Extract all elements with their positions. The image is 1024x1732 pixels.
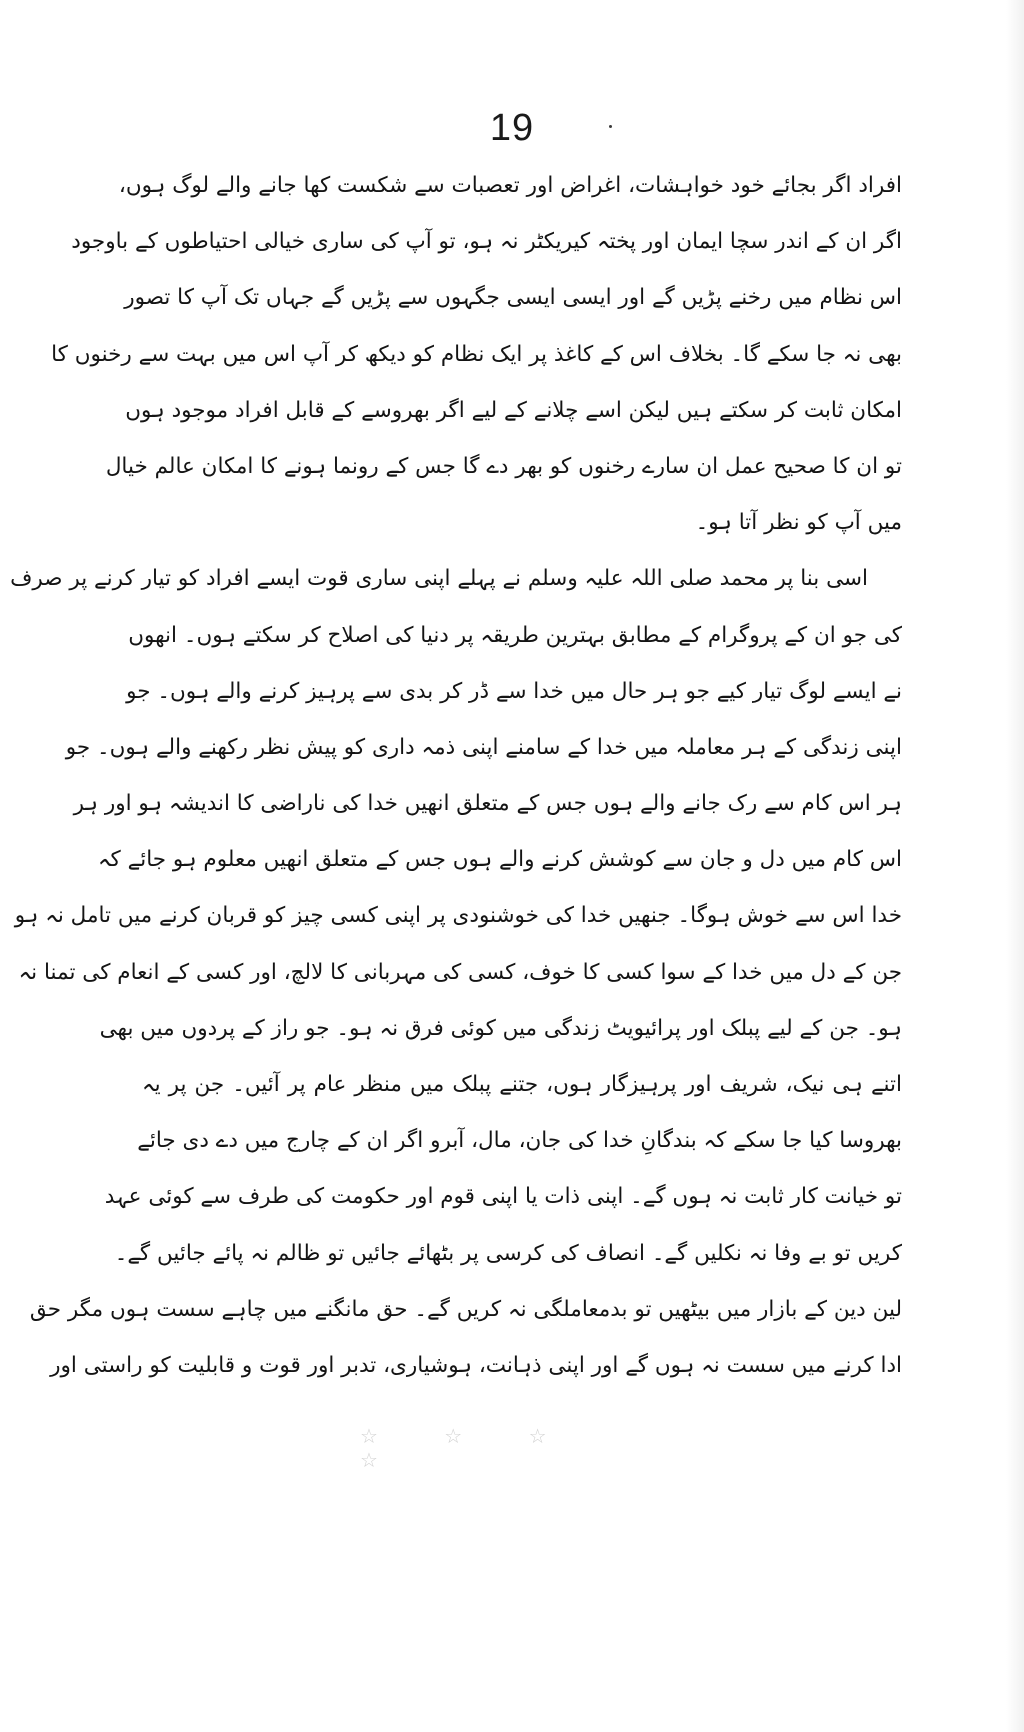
text-line: امکان ثابت کر سکتے ہیں لیکن اسے چلانے کے لیے اگر بھروسے کے قابل افراد موجود ہوں xyxy=(125,397,902,423)
scan-speck xyxy=(609,125,612,128)
paragraph-1 xyxy=(51,158,902,551)
text-line: اس کام میں دل و جان سے کوشش کرنے والے ہوں جس کے متعلق انھیں معلوم ہو جائے کہ xyxy=(97,847,902,873)
scan-edge-shadow xyxy=(1006,0,1024,1732)
text-line: لین دین کے بازار میں بیٹھیں تو بدمعاملگی نہ کریں گے۔ حق مانگنے میں چاہے سست ہوں مگر حق xyxy=(29,1296,902,1322)
text-line: جن کے دل میں خدا کے سوا کسی کا خوف، کسی کی مہربانی کا لالچ، اور کسی کے انعام کی تمنا نہ xyxy=(18,959,902,985)
text-line: میں آپ کو نظر آتا ہو۔ xyxy=(695,510,902,536)
text-line: افراد اگر بجائے خود خواہشات، اغراض اور تعصبات سے شکست کھا جانے والے لوگ ہوں، xyxy=(118,173,902,198)
text-line: اتنے ہی نیک، شریف اور پرہیزگار ہوں، جتنے پبلک میں منظر عام پر آئیں۔ جن پر یہ xyxy=(142,1072,902,1097)
page-text xyxy=(10,158,902,1394)
text-line: ادا کرنے میں سست نہ ہوں گے اور اپنی ذہانت، ہوشیاری، تدبر اور قوت و قابلیت کو راستی اور xyxy=(50,1352,902,1378)
text-line: خدا اس سے خوش ہوگا۔ جنھیں خدا کی خوشنودی پر اپنی کسی چیز کو قربان کرنے میں تامل نہ ہو xyxy=(14,903,902,929)
paragraph-2 xyxy=(10,551,902,1394)
text-line: نے ایسے لوگ تیار کیے جو ہر حال میں خدا سے ڈر کر بدی سے پرہیز کرنے والے ہوں۔ جو xyxy=(126,678,902,704)
text-line: بھی نہ جا سکے گا۔ بخلاف اس کے کاغذ پر ایک نظام کو دیکھ کر آپ اس میں بہت سے رخنوں کا xyxy=(51,341,902,367)
text-line: کی جو ان کے پروگرام کے مطابق بہترین طریقہ پر دنیا کی اصلاح کر سکتے ہوں۔ انھوں xyxy=(128,622,902,648)
text-line: اس نظام میں رخنے پڑیں گے اور ایسی ایسی جگہوں سے پڑیں گے جہاں تک آپ کا تصور xyxy=(124,285,902,311)
bleed-through-stars-ornament: ☆ ☆ ☆ ☆ xyxy=(360,1424,577,1472)
text-line: اپنی زندگی کے ہر معاملہ میں خدا کے سامنے اپنی ذمہ داری کو پیش نظر رکھنے والے ہوں۔ جو xyxy=(65,734,902,760)
text-line: بھروسا کیا جا سکے کہ بندگانِ خدا کی جان، مال، آبرو اگر ان کے چارج میں دے دی جائے xyxy=(137,1128,902,1154)
text-line: اسی بنا پر محمد صلی اللہ علیہ وسلم نے پہلے اپنی ساری قوت ایسے افراد کو تیار کرنے پر صرف xyxy=(10,566,868,592)
text-line: کریں تو بے وفا نہ نکلیں گے۔ انصاف کی کرسی پر بٹھائے جائیں تو ظالم نہ پائے جائیں گے۔ xyxy=(114,1240,902,1266)
text-line: ہو۔ جن کے لیے پبلک اور پرائیویٹ زندگی میں کوئی فرق نہ ہو۔ جو راز کے پردوں میں بھی xyxy=(99,1015,902,1041)
page-number: 19 xyxy=(489,107,535,149)
text-line: تو ان کا صحیح عمل ان سارے رخنوں کو بھر دے گا جس کے رونما ہونے کا امکان عالم خیال xyxy=(105,453,902,479)
text-line: ہر اس کام سے رک جانے والے ہوں جس کے متعلق انھیں خدا کی ناراضی کا اندیشہ ہو اور ہر xyxy=(73,791,902,817)
text-line: اگر ان کے اندر سچا ایمان اور پختہ کیریکٹر نہ ہو، تو آپ کی ساری خیالی احتیاطوں کے باوجود xyxy=(71,229,902,255)
text-line: تو خیانت کار ثابت نہ ہوں گے۔ اپنی ذات یا اپنی قوم اور حکومت کی طرف سے کوئی عہد xyxy=(104,1184,902,1210)
